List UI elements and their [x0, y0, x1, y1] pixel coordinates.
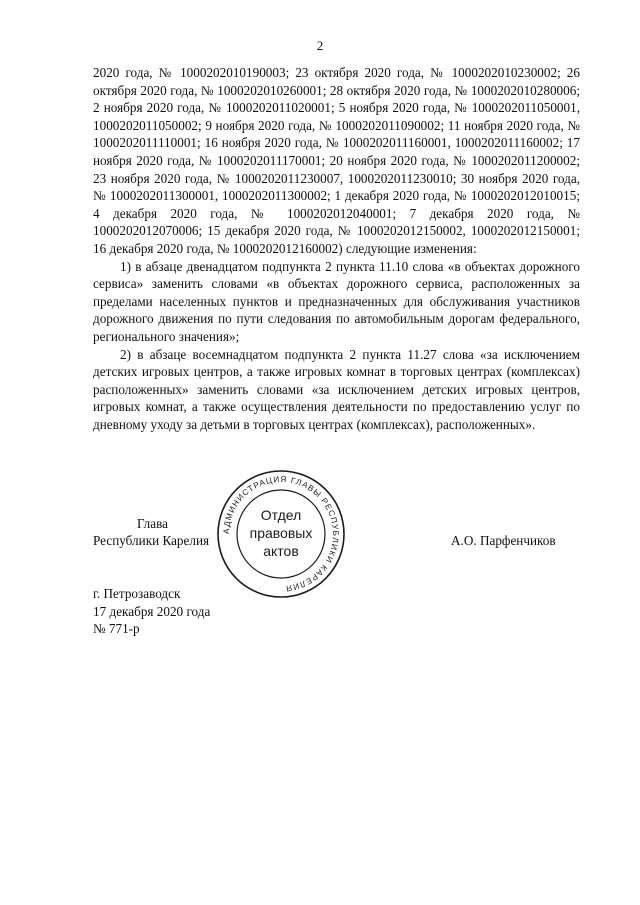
stamp-line-1: Отдел	[260, 507, 302, 523]
signature-region: Республики Карелия	[93, 533, 210, 548]
paragraph-item-2: 2) в абзаце восемнадцатом подпункта 2 пункта 11.27 слова «за исключением детских игровых центров, а также игровых комнат в торговых центрах (комплексах) расположенных» заменить словами «за исключением детских игровых центров, игровых комнат, а также осуществления деятельности по предоставлению услуг по дневному уходу за детьми в торговых центрах (комплексах), расположенных».	[93, 346, 580, 432]
official-stamp	[215, 468, 347, 600]
stamp-ring-text: АДМИНИСТРАЦИЯ ГЛАВЫ РЕСПУБЛИКИ КАРЕЛИЯ	[221, 474, 341, 593]
footer-date: 17 декабря 2020 года	[93, 603, 211, 619]
page-number: 2	[316, 38, 324, 53]
signature-title: Глава	[137, 516, 168, 531]
document-footer	[93, 585, 210, 638]
stamp-line-2: правовых	[249, 525, 313, 541]
footer-city: г. Петрозаводск	[93, 586, 181, 601]
footer-number: № 771-р	[93, 621, 140, 637]
paragraph-intro: 2020 года, № 1000202010190003; 23 октября 2020 года, № 1000202010230002; 26 октября 2020 года, № 1000202010260001; 28 октября 2020 года, № 1000202010280006; 2 ноября 2020 года, № 1000202011020001; 5 ноября 2020 года, № 1000202011050001, 1000202011050002; 9 ноября 2020 года, № 1000202011090002; 11 ноября 2020 года, № 1000202011110001; 16 ноября 2020 года, № 1000202011160001, 1000202011160002; 17 ноября 2020 года, № 1000202011170001; 20 ноября 2020 года, № 1000202011200002; 23 ноября 2020 года, № 1000202011230007, 1000202011230010; 30 ноября 2020 года, № 1000202011300001, 1000202011300002; 1 декабря 2020 года, № 1000202012010015; 4 декабря 2020 года, № 1000202012040001; 7 декабря 2020 года, № 1000202012070006; 15 декабря 2020 года, № 1000202012150002, 1000202012150001; 16 декабря 2020 года, № 1000202012160002) следующие изменения:	[93, 65, 580, 256]
paragraph-item-1: 1) в абзаце двенадцатом подпункта 2 пункта 11.10 слова «в объектах дорожного сервиса» заменить словами «в объектах дорожного сервиса, расположенных за пределами населенных пунктов и предназначенных для обслуживания участников дорожного движения по пути следования по автомобильным дорогам федерального, регионального значения»;	[93, 258, 580, 344]
signature-name: А.О. Парфенчиков	[451, 533, 556, 548]
stamp-line-3: актов	[263, 543, 299, 559]
document-body	[93, 64, 580, 433]
